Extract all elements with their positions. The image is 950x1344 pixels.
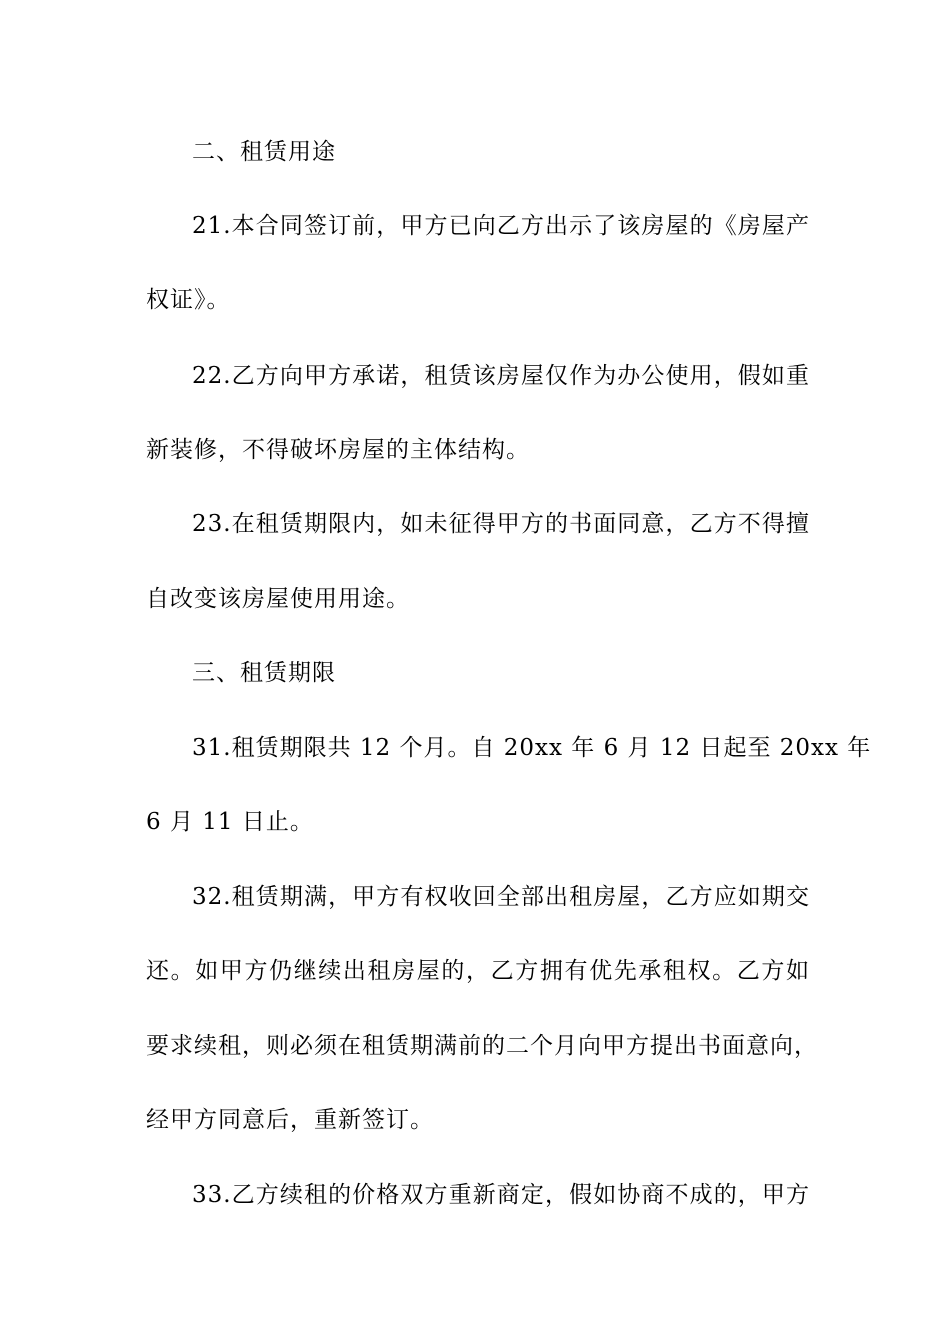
paragraph-23-line-1: 23.在租赁期限内，如未征得甲方的书面同意，乙方不得擅 bbox=[192, 511, 810, 537]
paragraph-32-line-3: 要求续租，则必须在租赁期满前的二个月向甲方提出书面意向， bbox=[146, 1033, 818, 1059]
paragraph-22-line-2: 新装修，不得破坏房屋的主体结构。 bbox=[146, 437, 530, 463]
paragraph-23-line-2: 自改变该房屋使用用途。 bbox=[146, 586, 410, 612]
paragraph-21-line-2: 权证》。 bbox=[146, 287, 231, 313]
paragraph-33-line-1: 33.乙方续租的价格双方重新商定，假如协商不成的，甲方 bbox=[192, 1182, 810, 1208]
section-heading-lease-term: 三、租赁期限 bbox=[192, 660, 336, 686]
paragraph-22-line-1: 22.乙方向甲方承诺，租赁该房屋仅作为办公使用，假如重 bbox=[192, 363, 810, 389]
paragraph-31-line-2: 6 月 11 日止。 bbox=[146, 809, 314, 835]
paragraph-32-line-2: 还。如甲方仍继续出租房屋的，乙方拥有优先承租权。乙方如 bbox=[146, 958, 810, 984]
paragraph-32-line-1: 32.租赁期满，甲方有权收回全部出租房屋，乙方应如期交 bbox=[192, 884, 810, 910]
paragraph-31-line-1: 31.租赁期限共 12 个月。自 20xx 年 6 月 12 日起至 20xx 年 bbox=[192, 735, 872, 761]
paragraph-21-line-1: 21.本合同签订前，甲方已向乙方出示了该房屋的《房屋产 bbox=[192, 213, 810, 239]
section-heading-lease-purpose: 二、租赁用途 bbox=[192, 139, 336, 165]
paragraph-32-line-4: 经甲方同意后，重新签订。 bbox=[146, 1107, 434, 1133]
